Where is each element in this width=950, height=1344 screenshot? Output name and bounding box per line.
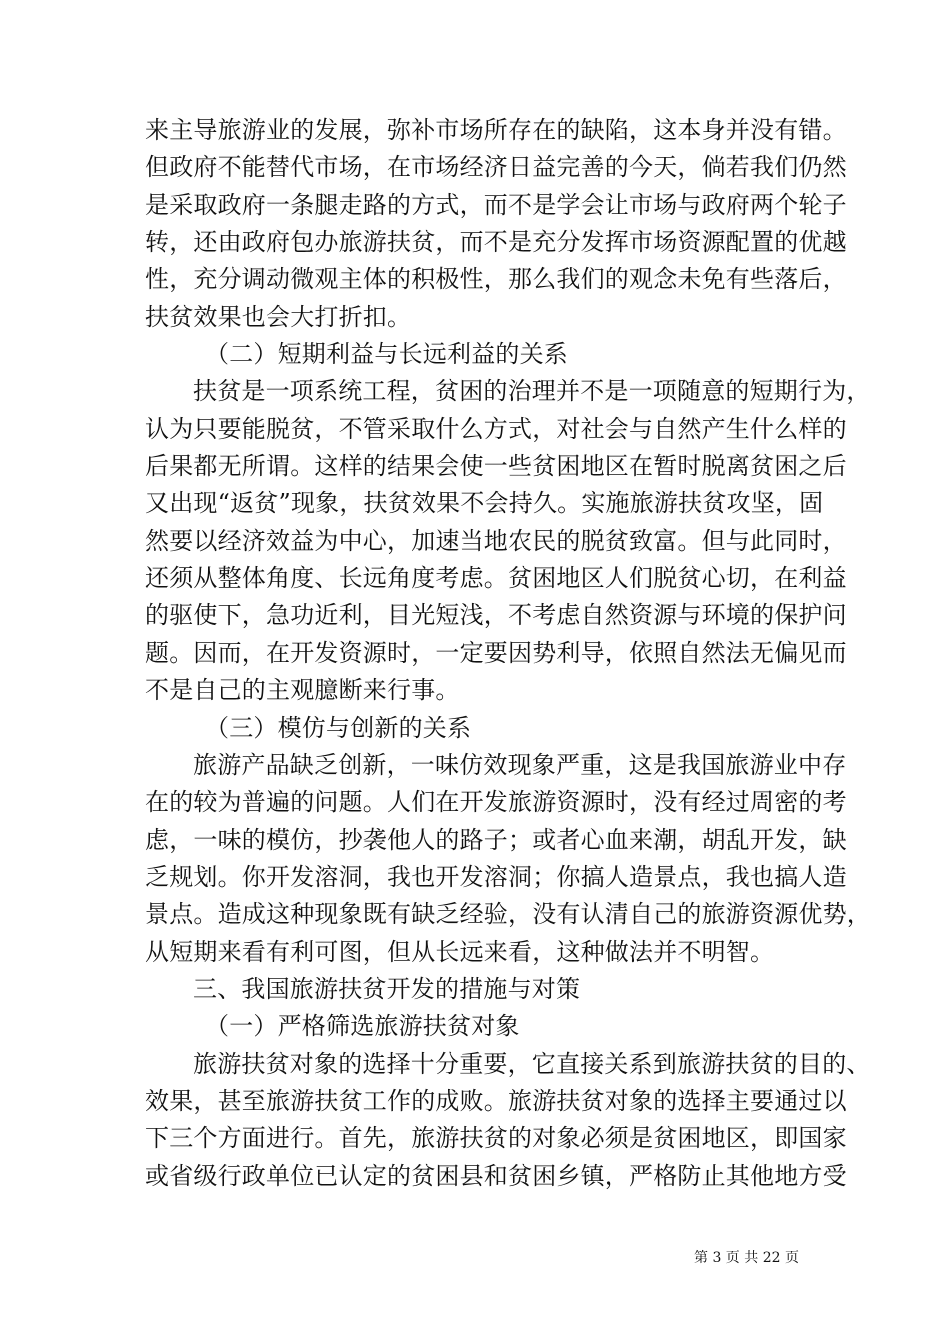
chapter-heading: 三、我国旅游扶贫开发的措施与对策 <box>193 974 581 1003</box>
body-text-line: 是采取政府一条腿走路的方式，而不是学会让市场与政府两个轮子 <box>145 190 847 219</box>
body-text-line: 来主导旅游业的发展，弥补市场所存在的缺陷，这本身并没有错。 <box>145 116 847 144</box>
body-text-line: 景点。造成这种现象既有缺乏经验，没有认清自己的旅游资源优势， <box>145 900 871 929</box>
section-heading: （三）模仿与创新的关系 <box>205 713 472 742</box>
document-body <box>145 112 871 1195</box>
body-text-line: 乏规划。你开发溶洞，我也开发溶洞；你搞人造景点，我也搞人造 <box>145 862 847 891</box>
body-text-line: 虑，一味的模仿，抄袭他人的路子；或者心血来潮，胡乱开发，缺 <box>145 825 847 854</box>
page-number: 第 3 页 共 22 页 <box>694 1250 799 1266</box>
body-text-line: 性，充分调动微观主体的积极性，那么我们的观念未免有些落后， <box>145 265 847 294</box>
body-text-line: 不是自己的主观臆断来行事。 <box>145 676 460 705</box>
body-text-line: 在的较为普遍的问题。人们在开发旅游资源时，没有经过周密的考 <box>145 788 847 817</box>
body-text-line: 题。因而，在开发资源时，一定要因势利导，依照自然法无偏见而 <box>145 638 847 667</box>
body-text-line: 扶贫效果也会大打折扣。 <box>145 302 412 331</box>
body-text-line: 下三个方面进行。首先，旅游扶贫的对象必须是贫困地区，即国家 <box>145 1124 847 1153</box>
body-text-line: 还须从整体角度、长远角度考虑。贫困地区人们脱贫心切，在利益 <box>145 564 847 593</box>
body-text-line: 效果，甚至旅游扶贫工作的成败。旅游扶贫对象的选择主要通过以 <box>145 1086 847 1115</box>
section-heading: （二）短期利益与长远利益的关系 <box>205 340 568 369</box>
paragraph-first-line: 旅游扶贫对象的选择十分重要，它直接关系到旅游扶贫的目的、 <box>193 1049 871 1078</box>
body-text-line: 转，还由政府包办旅游扶贫，而不是充分发挥市场资源配置的优越 <box>145 228 847 257</box>
body-text-line: 的驱使下，急功近利，目光短浅，不考虑自然资源与环境的保护问 <box>145 601 847 630</box>
body-text-line: 从短期来看有利可图，但从长远来看，这种做法并不明智。 <box>145 937 775 966</box>
body-text-line: 或省级行政单位已认定的贫困县和贫困乡镇，严格防止其他地方受 <box>145 1161 847 1190</box>
section-heading: （一）严格筛选旅游扶贫对象 <box>205 1012 520 1041</box>
body-text-line: 认为只要能脱贫，不管采取什么方式，对社会与自然产生什么样的 <box>145 414 847 443</box>
body-text-line: 又出现“返贫”现象，扶贫效果不会持久。实施旅游扶贫攻坚，固 <box>145 489 824 518</box>
paragraph-first-line: 扶贫是一项系统工程，贫困的治理并不是一项随意的短期行为， <box>193 377 871 406</box>
paragraph-first-line: 旅游产品缺乏创新，一味仿效现象严重，这是我国旅游业中存 <box>193 750 847 779</box>
body-text-line: 但政府不能替代市场，在市场经济日益完善的今天，倘若我们仍然 <box>145 153 847 182</box>
body-text-line: 后果都无所谓。这样的结果会使一些贫困地区在暂时脱离贫困之后 <box>145 452 847 481</box>
body-text-line: 然要以经济效益为中心，加速当地农民的脱贫致富。但与此同时， <box>145 526 847 555</box>
